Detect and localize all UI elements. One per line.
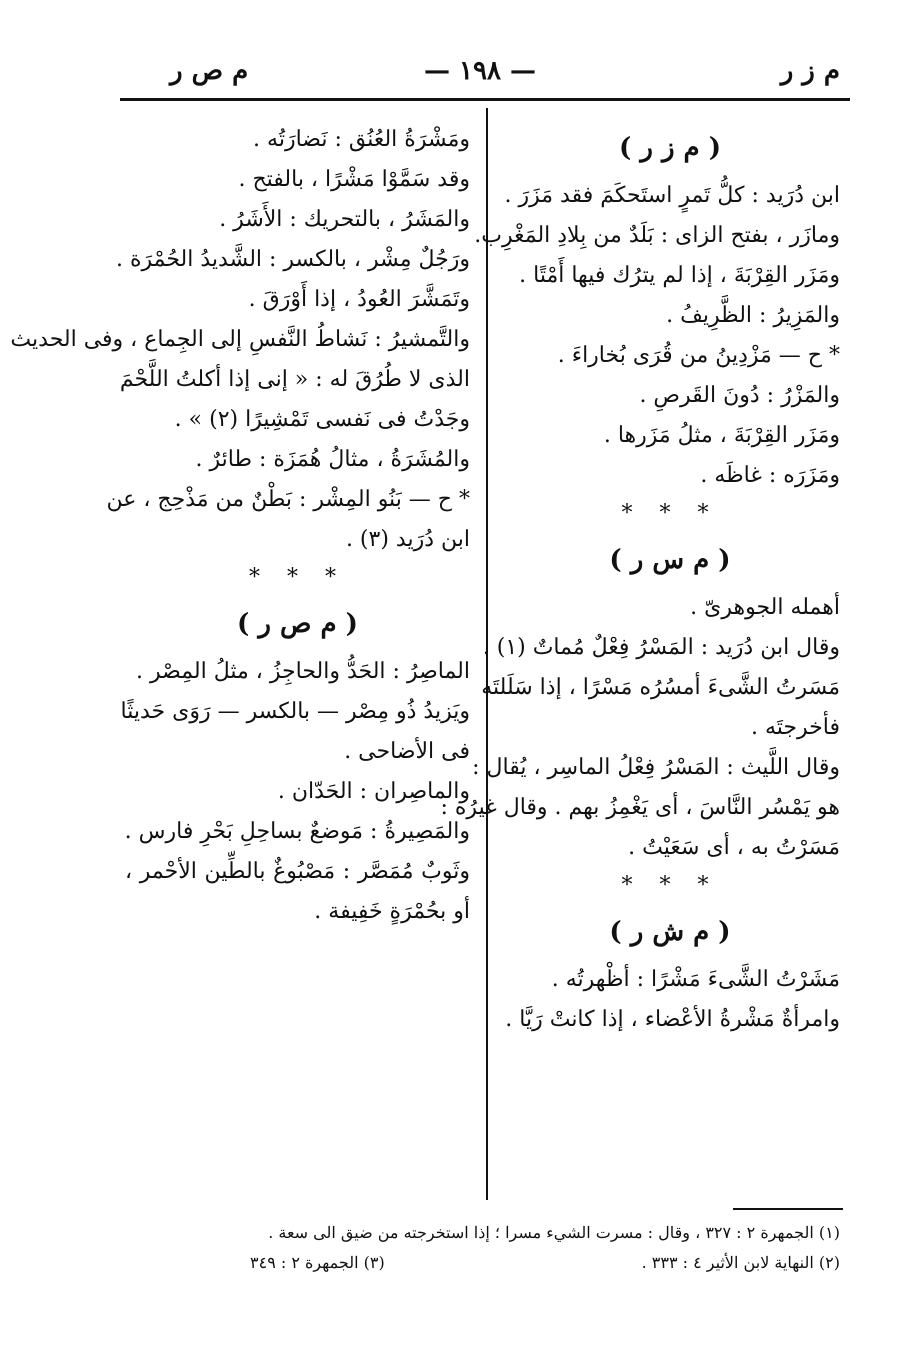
- text-line: ابن دُرَيد (٣) .: [345, 527, 470, 552]
- text-line: والمَشَرُ ، بالتحريك : الأَشَرُ .: [219, 207, 470, 232]
- text-line: هو يَمْسُر النَّاسَ ، أى يَغْمِزُ بهم . وقال غيرُه :: [440, 795, 840, 820]
- text-line: ابن دُرَيد : كلُّ تَمرٍ استَحكَمَ فقد مَزَرَ .: [504, 183, 840, 208]
- text-line: ومَزَرَه : غاظَه .: [700, 463, 840, 488]
- text-line: الماصِرُ : الحَدُّ والحاجِزُ ، مثلُ المِصْر .: [136, 659, 470, 684]
- text-line: والمُشَرَةُ ، مثالُ هُمَزَة : طائرٌ .: [195, 447, 470, 472]
- section-separator: * * *: [621, 873, 719, 898]
- entry-heading: ( م ش ر ): [609, 917, 731, 947]
- text-line: الذى لا طُرُقَ له : « إنى إذا أكلتُ اللَّحْمَ: [119, 367, 470, 392]
- section-separator: * * *: [249, 565, 346, 590]
- text-line: والمَزْرُ : دُونَ القَرصِ .: [639, 383, 840, 408]
- text-line: وقد سَمَّوْا مَشْرًا ، بالفتح .: [238, 167, 470, 192]
- text-line: مَشَرْتُ الشَّىءَ مَشْرًا : أظْهرتُه .: [551, 967, 840, 992]
- text-line: وامرأةٌ مَشْرةُ الأعْضاء ، إذا كانتْ رَيَّا .: [505, 1007, 840, 1032]
- text-line: والمَصِيرةُ : مَوضعٌ بساحِلِ بَحْرِ فارس .: [124, 819, 470, 844]
- page-header: [120, 56, 840, 96]
- text-line: ومَشْرَةُ العُنُق : نَضارَتُه .: [253, 127, 470, 152]
- entry-heading: ( م ص ر ): [237, 609, 358, 639]
- text-line: فى الأضاحى .: [344, 739, 470, 764]
- text-line: وجَدْتُ فى نَفسى تَمْشِيرًا (٢) » .: [174, 407, 470, 432]
- text-line: وثَوبٌ مُمَصَّر : مَصْبُوغٌ بالطِّين الأحْمر ،: [125, 859, 470, 884]
- text-line: * ح — مَزْدِينُ من قُرَى بُخاراءَ .: [557, 343, 840, 368]
- footnote-2: (٢) النهاية لابن الأثير ٤ : ٣٣٣ .: [641, 1253, 840, 1272]
- text-line: وقال اللَّيث : المَسْرُ فِعْلُ الماسِر ، يُقال :: [472, 755, 840, 780]
- header-root-left: م ص ر: [170, 56, 249, 86]
- text-line: مَسَرْتُ به ، أى سَعَيْتُ .: [628, 835, 840, 860]
- footnotes: [250, 1218, 840, 1278]
- text-line: ورَجُلٌ مِشْر ، بالكسر : الشَّديدُ الحُمْرَة .: [115, 247, 470, 272]
- right-column: [440, 120, 840, 1040]
- left-column: [10, 120, 470, 932]
- text-line: وقال ابن دُرَيد : المَسْرُ فِعْلٌ مُماتٌ (١) .: [482, 635, 840, 660]
- section-separator: * * *: [621, 501, 719, 526]
- entry-heading: ( م ز ر ): [618, 133, 722, 163]
- text-line: * ح — بَنُو المِشْر : بَطْنٌ من مَذْحِج ، عن: [106, 487, 470, 512]
- text-line: ويَزيدُ ذُو مِصْر — بالكسر — رَوَى حَديثًا: [120, 699, 470, 724]
- header-rule: [120, 98, 850, 101]
- entry-heading: ( م س ر ): [609, 545, 731, 575]
- text-line: والماصِران : الحَدّان .: [277, 779, 470, 804]
- text-line: فأخرجتَه .: [751, 715, 840, 740]
- footnote-rule: [733, 1208, 843, 1210]
- footnote-1: (١) الجمهرة ٢ : ٣٢٧ ، وقال : مسرت الشيء مسرا ؛ إذا استخرجته من ضيق الى سعة .: [268, 1223, 840, 1242]
- text-line: والتَّمشيرُ : نَشاطُ النَّفسِ إلى الجِماع ، وفى الحديث: [10, 327, 470, 352]
- text-line: مَسَرتُ الشَّىءَ أمسُرُه مَسْرًا ، إذا سَلَلتَه: [481, 675, 840, 700]
- text-line: وتَمَشَّرَ العُودُ ، إذا أَوْرَقَ .: [248, 287, 470, 312]
- text-line: ومازَر ، بفتح الزاى : بَلَدٌ من بِلادِ المَغْرِب.: [474, 223, 840, 248]
- text-line: ومَزَر القِرْبَةَ ، مثلُ مَزَرها .: [603, 423, 840, 448]
- header-root-right: م ز ر: [780, 56, 840, 86]
- text-line: أو بحُمْرَةٍ خَفِيفة .: [314, 899, 470, 924]
- text-line: والمَزِيرُ : الظَّرِيفُ .: [666, 303, 840, 328]
- text-line: ومَزَر القِرْبَةَ ، إذا لم يترُك فيها أَمْتًا .: [519, 263, 840, 288]
- text-line: أهمله الجوهرىّ .: [690, 595, 840, 620]
- page-number: — ١٩٨ —: [423, 56, 537, 86]
- footnote-3: (٣) الجمهرة ٢ : ٣٤٩: [250, 1253, 385, 1272]
